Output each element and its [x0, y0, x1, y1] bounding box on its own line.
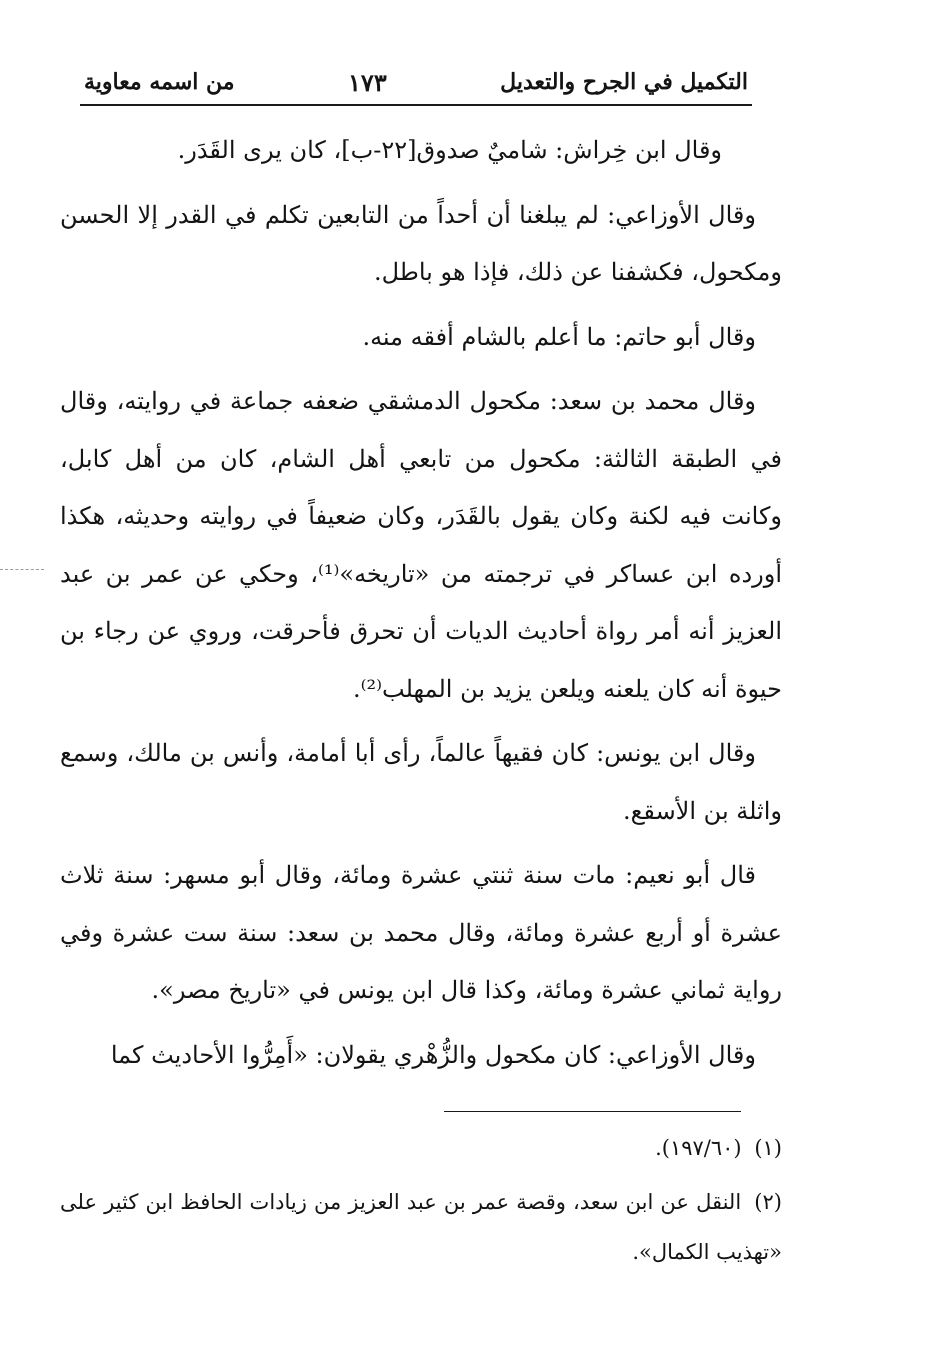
- paragraph-ibn-khirash: وقال ابن خِراش: شاميٌ صدوق[٢٢-ب]، كان يرى القَدَر.: [177, 136, 722, 164]
- paragraph-death-dates: قال أبو نعيم: مات سنة ثنتي عشرة ومائة، وقال أبو مسهر: سنة ثلاث عشرة أو أربع عشرة ومائة، وقال محمد بن سعد: سنة ست عشرة وفي رواية ثماني عشرة ومائة، وكذا قال ابن يونس في «تاريخ مصر».: [60, 861, 782, 1004]
- body-text: [60, 122, 782, 1091]
- footnotes: [60, 1123, 782, 1281]
- footnote-text: (١٩٧/٦٠).: [655, 1136, 742, 1160]
- header-book-title: التكميل في الجرح والتعديل: [500, 69, 748, 95]
- paragraph-ibn-saad: وقال محمد بن سعد: مكحول الدمشقي ضعفه جماعة في روايته، وقال في الطبقة الثالثة: مكحول من تابعي أهل الشام، كان من أهل كابل، وكانت فيه لكنة وكان يقول بالقَدَر، وكان ضعيفاً في روايته وحديثه، هكذا أورده ابن عساكر في ترجمته من «تاريخه»⁽¹⁾، وحكي عن عمر بن عبد العزيز أنه أمر رواة أحاديث الديات أن تحرق فأحرقت، وروي عن رجاء بن حيوة أنه كان يلعنه ويلعن يزيد بن المهلب⁽²⁾.: [60, 387, 783, 703]
- scan-artifact-line: [0, 569, 44, 570]
- running-header: [80, 60, 752, 106]
- footnote-number: (٢): [754, 1190, 782, 1214]
- header-page-number: ١٧٣: [348, 67, 387, 97]
- paragraph-awzai: وقال الأوزاعي: لم يبلغنا أن أحداً من التابعين تكلم في القدر إلا الحسن ومكحول، فكشفنا عن ذلك، فإذا هو باطل.: [60, 200, 782, 286]
- paragraph-abu-hatim: وقال أبو حاتم: ما أعلم بالشام أفقه منه.: [362, 322, 756, 351]
- paragraph-ibn-yunus: وقال ابن يونس: كان فقيهاً عالماً، رأى أبا أمامة، وأنس بن مالك، وسمع واثلة بن الأسقع.: [60, 739, 782, 825]
- footnote-text: النقل عن ابن سعد، وقصة عمر بن عبد العزيز من زيادات الحافظ ابن كثير على «تهذيب الكمال».: [60, 1190, 782, 1264]
- footnote-number: (١): [754, 1136, 782, 1160]
- header-section-title: من اسمه معاوية: [84, 69, 235, 95]
- paragraph-awzai-zuhri: وقال الأوزاعي: كان مكحول والزُّهْري يقولان: «أَمِرُّوا الأحاديث كما: [110, 1040, 756, 1069]
- footnote-1: [60, 1123, 782, 1173]
- footnote-2: [60, 1177, 782, 1277]
- footnote-separator: [444, 1111, 741, 1112]
